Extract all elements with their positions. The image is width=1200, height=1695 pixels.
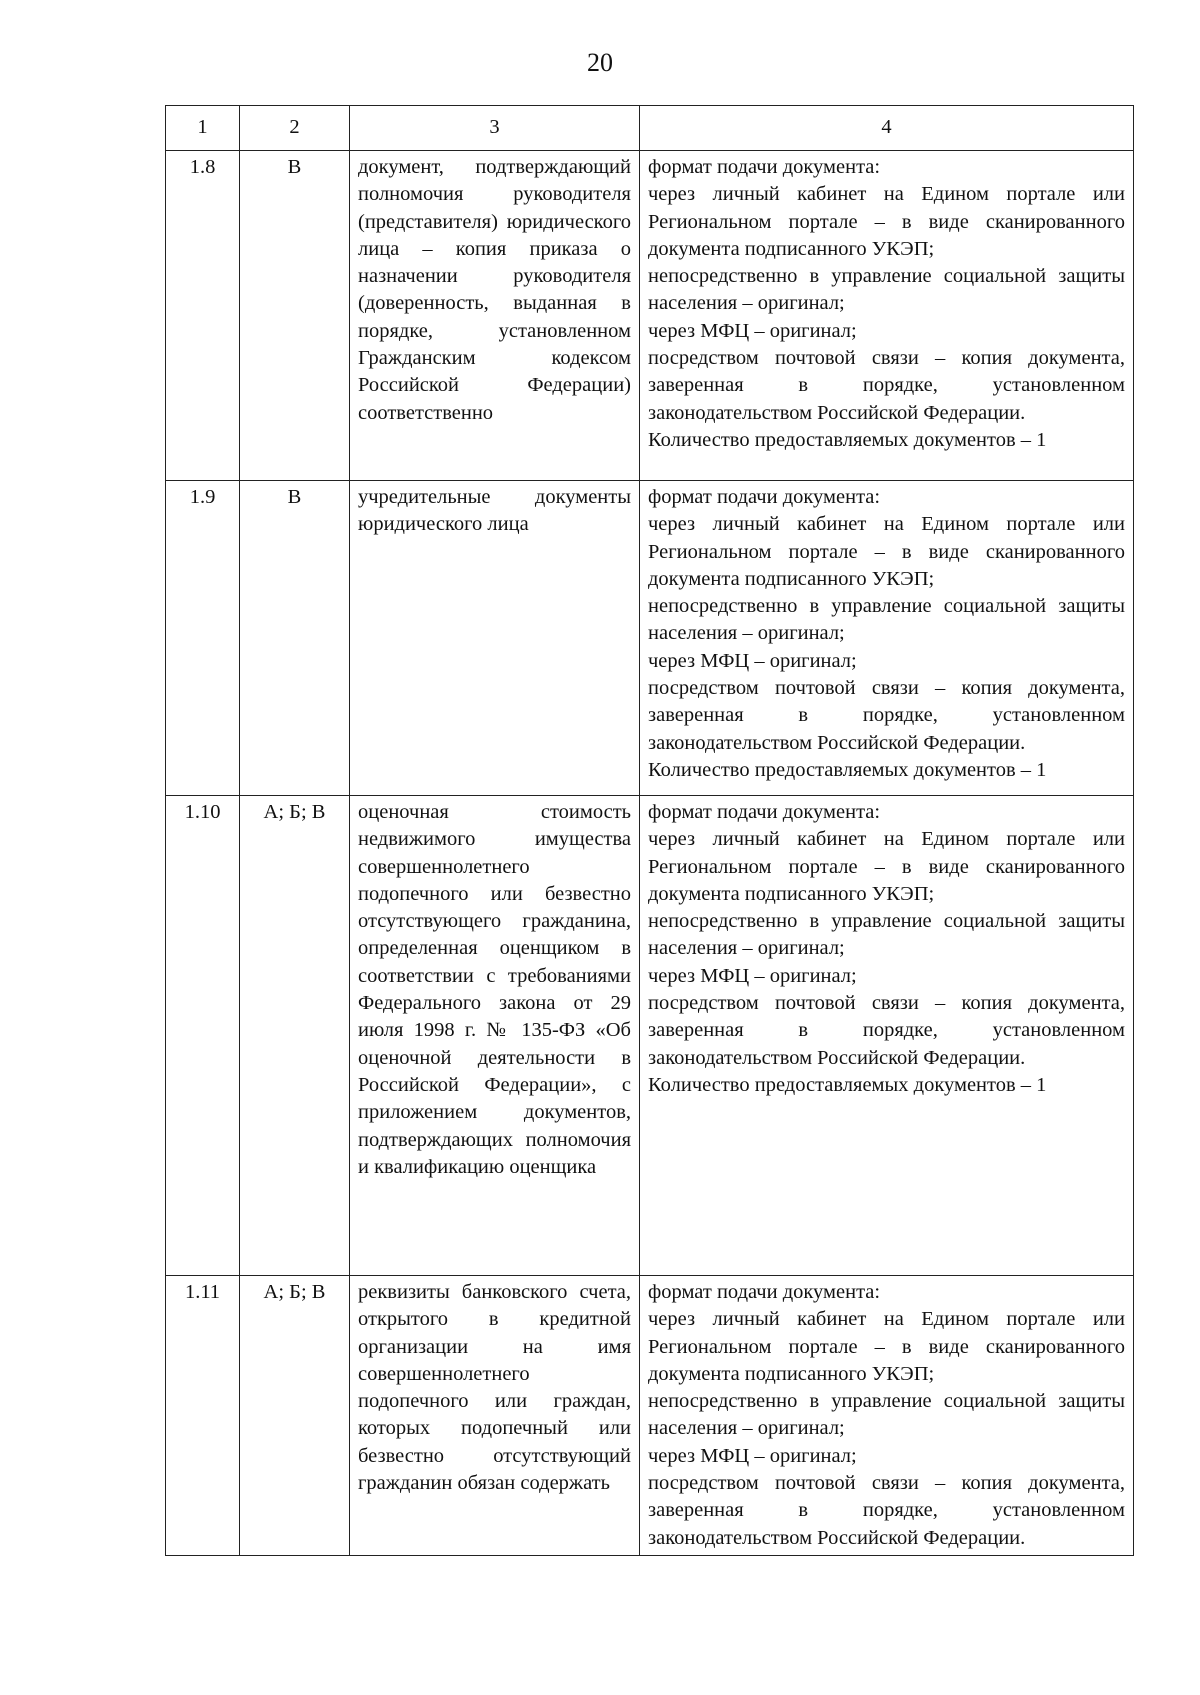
row-category: А; Б; В xyxy=(240,796,350,1276)
row-format xyxy=(640,151,1134,481)
table-row xyxy=(166,481,1134,796)
format-title: формат подачи документа: xyxy=(648,1281,881,1303)
format-line: через МФЦ – оригинал; xyxy=(648,1444,857,1467)
format-line: посредством почтовой связи – копия документа, заверенная в порядке, установленном законодательством Российской Федерации. xyxy=(648,1472,1125,1549)
description-text: оценочная стоимость недвижимого имущества совершеннолетнего подопечного или безвестно отсутствующего гражданина, определенная оценщиком в соответствии с требованиями Федерального закона от 29 июля 1998 г. № 135-ФЗ «Об оценочной деятельности в Российской Федерации», с приложением документов, подтверждающих полномочия и квалификацию оценщика xyxy=(358,801,631,1178)
column-header-4: 4 xyxy=(640,106,1134,151)
format-title: формат подачи документа: xyxy=(648,156,881,178)
description-text: учредительные документы юридического лица xyxy=(358,486,631,536)
table-row xyxy=(166,796,1134,1276)
row-number: 1.8 xyxy=(166,151,240,481)
row-category: В xyxy=(240,151,350,481)
row-number: 1.11 xyxy=(166,1276,240,1556)
table-row xyxy=(166,151,1134,481)
format-line: непосредственно в управление социальной защиты населения – оригинал; xyxy=(648,265,1125,315)
format-line: через МФЦ – оригинал; xyxy=(648,964,857,987)
format-line: непосредственно в управление социальной защиты населения – оригинал; xyxy=(648,595,1125,645)
format-line: через МФЦ – оригинал; xyxy=(648,319,857,342)
format-line: через личный кабинет на Едином портале или Региональном портале – в виде сканированного документа подписанного УКЭП; xyxy=(648,183,1125,260)
description-text: реквизиты банковского счета, открытого в кредитной организации на имя совершеннолетнего подопечного или граждан, которых подопечный или безвестно отсутствующий гражданин обязан содержать xyxy=(358,1281,631,1495)
row-category: А; Б; В xyxy=(240,1276,350,1556)
format-line: непосредственно в управление социальной защиты населения – оригинал; xyxy=(648,1390,1125,1440)
row-format xyxy=(640,481,1134,796)
format-line: посредством почтовой связи – копия документа, заверенная в порядке, установленном законодательством Российской Федерации. xyxy=(648,347,1125,424)
description-text: документ, подтверждающий полномочия руководителя (представителя) юридического лица – копия приказа о назначении руководителя (доверенность, выданная в порядке, установленном Гражданским кодексом Российской Федерации) соответственно xyxy=(358,156,631,424)
format-count: Количество предоставляемых документов – 1 xyxy=(648,758,1047,781)
page-number: 20 xyxy=(587,48,613,77)
format-count: Количество предоставляемых документов – 1 xyxy=(648,1073,1047,1096)
format-count: Количество предоставляемых документов – 1 xyxy=(648,428,1047,451)
row-description xyxy=(350,796,640,1276)
row-description xyxy=(350,1276,640,1556)
row-number: 1.10 xyxy=(166,796,240,1276)
documents-table xyxy=(165,105,1134,1556)
format-line: через личный кабинет на Едином портале или Региональном портале – в виде сканированного документа подписанного УКЭП; xyxy=(648,513,1125,590)
row-format xyxy=(640,796,1134,1276)
format-title: формат подачи документа: xyxy=(648,486,881,508)
column-header-2: 2 xyxy=(240,106,350,151)
format-line: через МФЦ – оригинал; xyxy=(648,649,857,672)
format-line: посредством почтовой связи – копия документа, заверенная в порядке, установленном законодательством Российской Федерации. xyxy=(648,992,1125,1069)
column-header-3: 3 xyxy=(350,106,640,151)
row-description xyxy=(350,151,640,481)
row-category: В xyxy=(240,481,350,796)
format-line: через личный кабинет на Едином портале или Региональном портале – в виде сканированного документа подписанного УКЭП; xyxy=(648,828,1125,905)
row-description xyxy=(350,481,640,796)
table-header-row xyxy=(166,106,1134,151)
row-format xyxy=(640,1276,1134,1556)
format-title: формат подачи документа: xyxy=(648,801,881,823)
row-number: 1.9 xyxy=(166,481,240,796)
format-line: непосредственно в управление социальной защиты населения – оригинал; xyxy=(648,910,1125,960)
column-header-1: 1 xyxy=(166,106,240,151)
format-line: через личный кабинет на Едином портале или Региональном портале – в виде сканированного документа подписанного УКЭП; xyxy=(648,1308,1125,1385)
format-line: посредством почтовой связи – копия документа, заверенная в порядке, установленном законодательством Российской Федерации. xyxy=(648,677,1125,754)
table-row xyxy=(166,1276,1134,1556)
